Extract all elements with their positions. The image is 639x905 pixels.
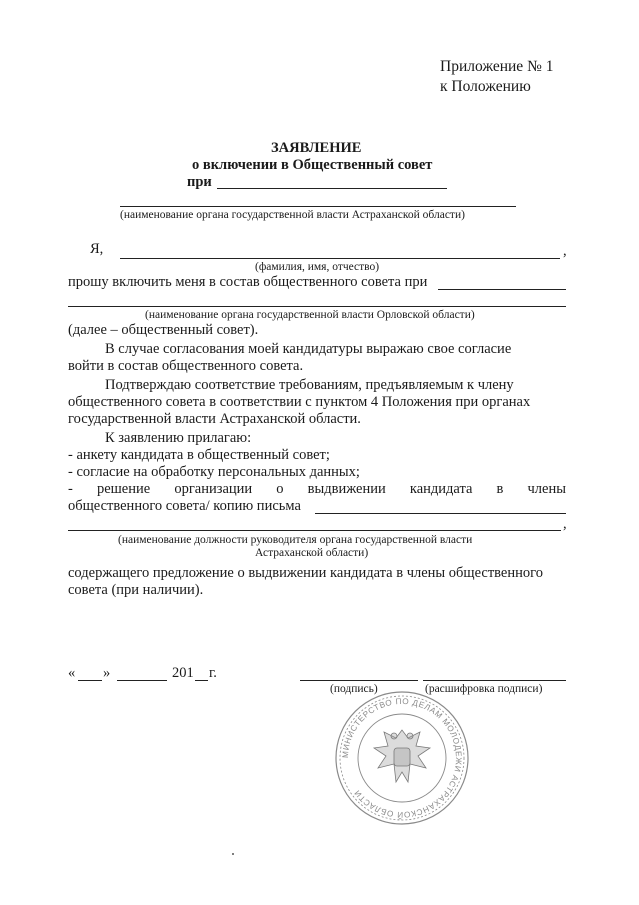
signature-line[interactable] <box>300 680 418 681</box>
council-organ-line-2[interactable] <box>68 306 566 307</box>
hint-signature: (подпись) <box>330 683 378 695</box>
date-day-line[interactable] <box>78 680 102 681</box>
signature-transcript-line[interactable] <box>423 680 566 681</box>
word: организации <box>174 481 253 497</box>
appendix-number: Приложение № 1 <box>440 58 554 75</box>
paragraph-confirm-line2: общественного совета в соответствии с пунктом 4 Положения при органах <box>68 394 531 410</box>
date-month-line[interactable] <box>117 680 167 681</box>
attachment-item-decision <box>68 481 566 498</box>
word: выдвижении <box>307 481 386 497</box>
fio-comma: , <box>563 243 567 259</box>
hint-organ-orel: (наименование органа государственной власти Орловской области) <box>145 309 475 321</box>
further-text: (далее – общественный совет). <box>68 322 259 338</box>
document-title: ЗАЯВЛЕНИЕ <box>271 140 362 156</box>
attachment-item-decision-line2: общественного совета/ копию письма <box>68 498 301 514</box>
paragraph-confirm-line3: государственной власти Астраханской области. <box>68 411 361 427</box>
date-year-suffix: г. <box>209 665 217 681</box>
official-seal <box>332 688 472 828</box>
word: члены <box>527 481 566 497</box>
appendix-reference: к Положению <box>440 78 531 95</box>
document-subtitle: о включении в Общественный совет <box>192 157 433 173</box>
position-line[interactable] <box>68 530 561 531</box>
hint-organ-astrakhan: (наименование органа государственной власти Астраханской области) <box>120 209 465 221</box>
containing-line1: содержащего предложение о выдвижении кандидата в члены общественного <box>68 565 543 581</box>
title-pri: при <box>187 174 212 190</box>
hint-transcript: (расшифровка подписи) <box>425 683 543 695</box>
letter-line[interactable] <box>315 513 566 514</box>
paragraph-consent-line1: В случае согласования моей кандидатуры выражаю свое согласие <box>105 341 512 357</box>
word: о <box>276 481 284 497</box>
attachments-intro: К заявлению прилагаю: <box>105 430 252 446</box>
hint-position-line1: (наименование должности руководителя органа государственной власти <box>118 534 473 546</box>
date-close-quote: » <box>103 665 111 681</box>
date-year: 201 <box>172 665 194 681</box>
attachment-item-consent: - согласие на обработку персональных данных; <box>68 464 360 480</box>
word: кандидата <box>409 481 473 497</box>
word: в <box>496 481 504 497</box>
hint-position-line2: Астраханской области) <box>255 547 369 559</box>
position-comma: , <box>563 516 567 532</box>
date-year-line[interactable] <box>195 680 208 681</box>
containing-line2: совета (при наличии). <box>68 582 204 598</box>
council-organ-line[interactable] <box>438 289 566 290</box>
fio-line[interactable] <box>120 258 560 259</box>
ya-label: Я, <box>90 241 104 257</box>
word: - <box>68 481 73 497</box>
hint-fio: (фамилия, имя, отчество) <box>255 261 380 273</box>
request-text: прошу включить меня в состав общественного совета при <box>68 274 428 290</box>
word: решение <box>96 481 151 497</box>
scan-dot <box>232 853 234 855</box>
attachment-item-questionnaire: - анкету кандидата в общественный совет; <box>68 447 330 463</box>
organ-name-line-2[interactable] <box>120 206 516 207</box>
seal-text: МИНИСТЕРСТВО ПО ДЕЛАМ МОЛОДЕЖИ АСТРАХАНСКОЙ ОБЛАСТИ <box>340 696 464 820</box>
date-open-quote: « <box>68 665 76 681</box>
organ-name-line[interactable] <box>217 188 447 189</box>
paragraph-confirm-line1: Подтверждаю соответствие требованиям, предъявляемым к члену <box>105 377 514 393</box>
paragraph-consent-line2: войти в состав общественного совета. <box>68 358 304 374</box>
